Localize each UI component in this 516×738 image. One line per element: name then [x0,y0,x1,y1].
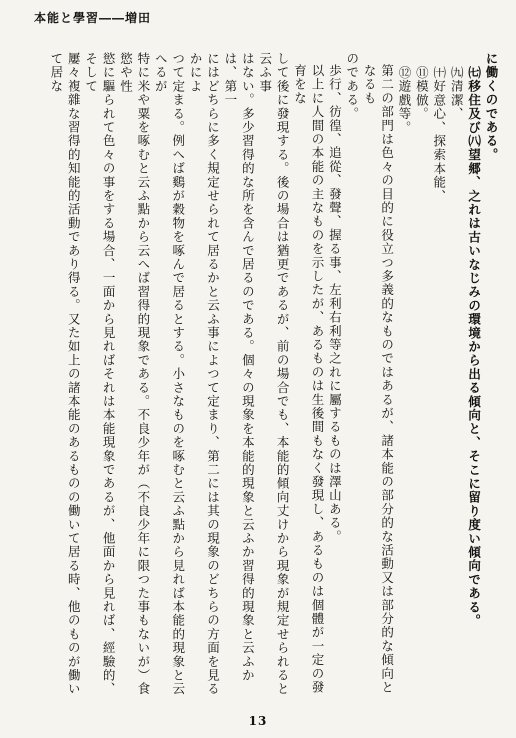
page-number: 13 [248,714,268,728]
text-line: ㈨清潔、 [449,66,465,121]
text-line: に働くのである。 [484,52,499,162]
text-line: はない。多少習得的な所を含んで居るのである。個々の現象を本能的現象と云ふか習得的現象と云ふかは、第一 [222,52,256,683]
text-line: ㈩好意心、探索本能、 [431,66,447,203]
text-line: して後に發現する。後の場合は猶更であるが、前の場合でも、本能的傾向丈けから現象が規定せられると云ふ事 [257,52,291,696]
text-line: 第二の部門は色々の目的に役立つ多義的なものではあるが、諸本能の部分的な活動又は部分的な傾向となるも [362,64,395,695]
text-line: のである。 [344,52,360,121]
text-line: にはどちらに多く規定せられて居るかと云ふ事によつて定まり、第二には其の現象のどちらの方面を見るかによ [188,52,221,696]
text-line: 歩行、彷徨、追從、發聲、握る事、左利右利等之れに屬するものは澤山ある。 [327,64,343,544]
text-line: つて定まる。例へば鷄が穀物を啄んで居るとする。小さなものを啄むと云ふ點から見れば本能的現象と云へるが [153,52,186,696]
body-text [30,52,500,707]
text-line: 以上に人間の本能の主なものを示したが、あるものは生後間もなく發現し、あるものは個體が一定の發育をな [292,64,325,695]
text-line: 特に米や粟を啄むと云ふ點から云へば習得的現象である。不良少年が（不良少年に限つた事もないが）食慾や性 [118,52,151,696]
text-line: 慾に驅られて色々の事をする場合、一面から見ればそれは本能現象であるが、他面から見れば、經驗的、そして [83,52,117,696]
running-header: 本能と學習――増田 [34,11,152,25]
text-line: 屢々複雜な習得的知能的活動であり得る。又た如上の諸本能のあるものの働いて居る時、他のものが働いて居な [48,52,82,696]
text-line: ㈦移住及び㈧望郷、之れは古いなじみの環境から出る傾向と、そこに留り度い傾向である。 [466,66,482,628]
text-line: ⑫遊戲等。 [396,66,412,135]
text-line: ⑪模倣。 [414,66,430,121]
